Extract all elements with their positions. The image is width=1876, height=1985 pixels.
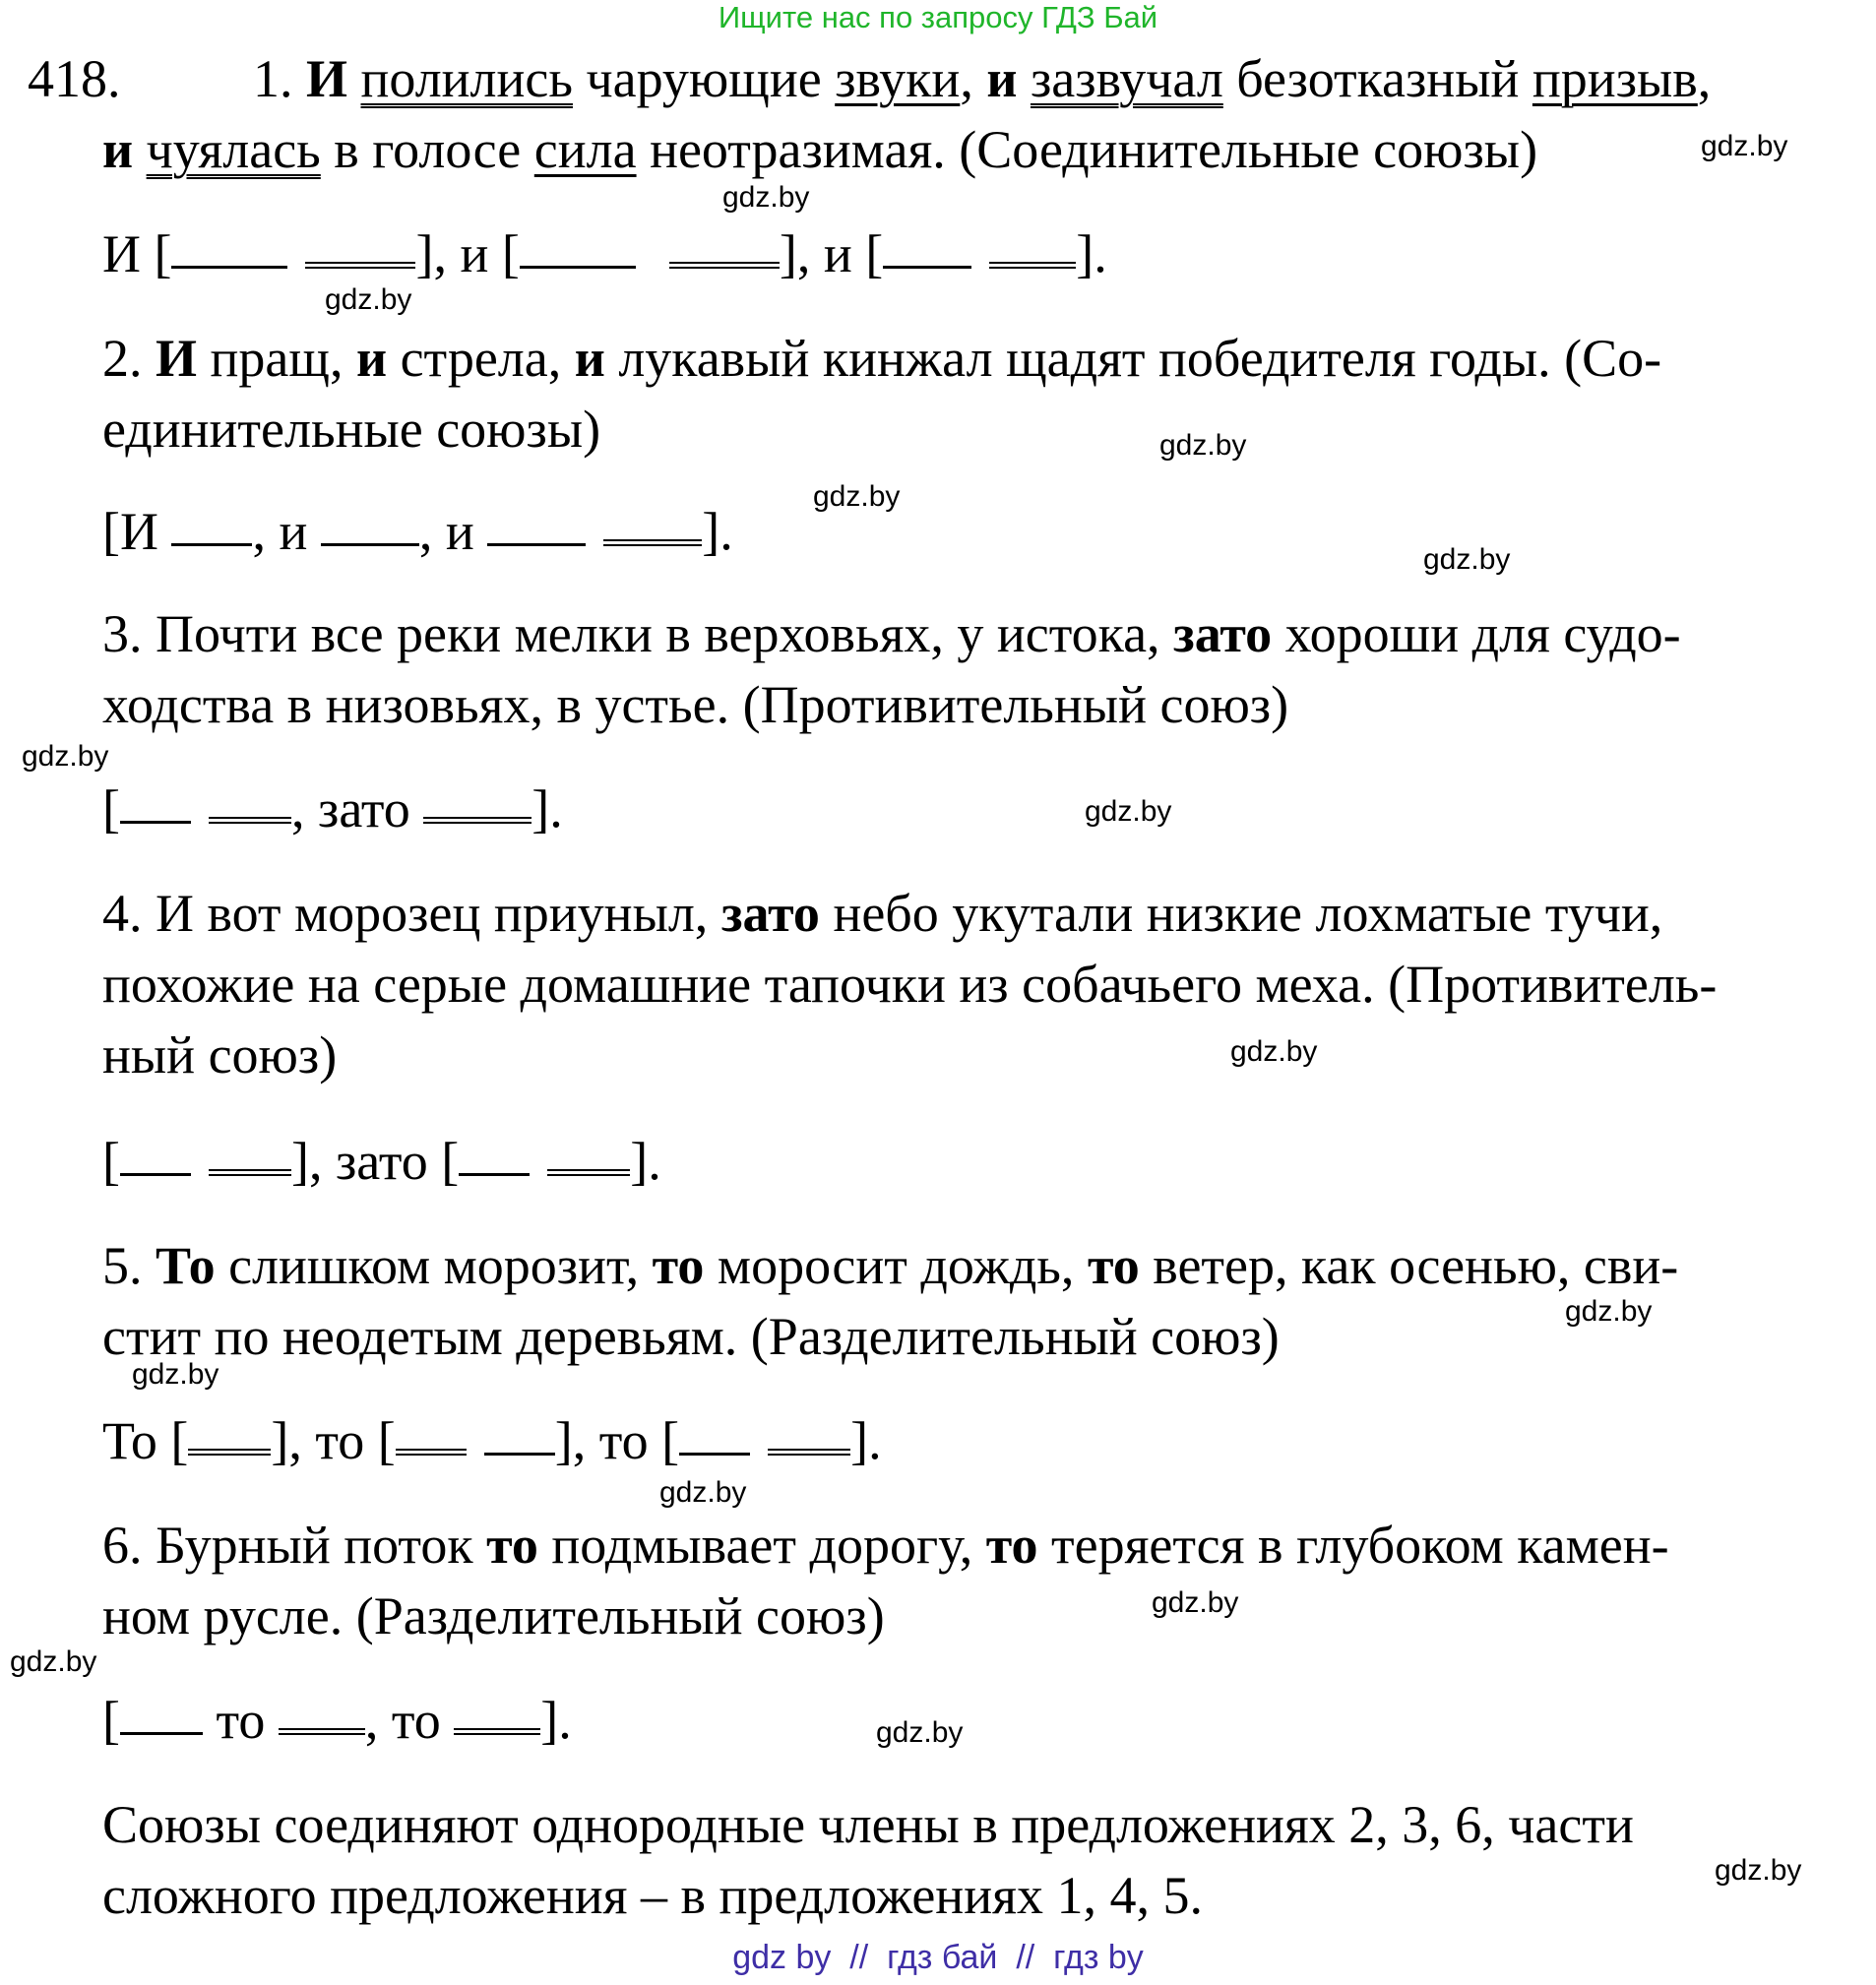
watermark: gdz.by <box>1152 1586 1239 1619</box>
watermark: gdz.by <box>10 1645 97 1678</box>
sentence-5-scheme <box>102 1409 882 1472</box>
s4-text: небо укутали низкие лохматые тучи, <box>833 884 1663 943</box>
s1-word: в голосе <box>334 120 522 179</box>
scheme-predicate-line <box>209 1163 291 1176</box>
s1-num: 1. <box>253 49 293 108</box>
watermark: gdz.by <box>325 283 412 316</box>
s5-num: 5. <box>102 1236 143 1295</box>
scheme-predicate-line <box>989 256 1076 269</box>
s6-conj-2: то <box>985 1516 1038 1575</box>
scheme-predicate-line <box>423 811 532 824</box>
s1-word: неотразимая. (Соединительные союзы) <box>650 120 1538 179</box>
watermark: gdz.by <box>22 740 109 773</box>
s5-scheme-part: ]. <box>850 1411 882 1470</box>
s1-conj-1: И <box>306 49 348 108</box>
s1-scheme-part: ], и [ <box>415 224 520 283</box>
s6-text: подмывает дорогу, <box>551 1516 973 1575</box>
watermark: gdz.by <box>1230 1035 1318 1068</box>
scheme-subject-line <box>171 537 252 546</box>
top-banner: Ищите нас по запросу ГДЗ Бай <box>718 0 1158 34</box>
s3-scheme-part: [ <box>102 779 120 838</box>
watermark: gdz.by <box>1701 130 1788 162</box>
s2-word: пращ, <box>210 329 344 388</box>
s6-conj-1: то <box>486 1516 538 1575</box>
s1-scheme-part: ], и [ <box>779 224 884 283</box>
s2-conj-3: и <box>574 329 605 388</box>
s2-scheme-part: , и <box>418 502 474 561</box>
watermark: gdz.by <box>132 1358 219 1391</box>
s3-conj: зато <box>1173 604 1273 663</box>
s1-conj-2: и <box>986 49 1018 108</box>
s5-text: моросит дождь, <box>717 1236 1075 1295</box>
scheme-subject-line <box>487 537 586 546</box>
s6-scheme-part: [ <box>102 1691 120 1750</box>
scheme-predicate-line <box>669 256 780 269</box>
s4-conj: зато <box>720 884 820 943</box>
watermark: gdz.by <box>1085 795 1172 828</box>
exercise-number: 418. <box>28 49 121 108</box>
sentence-3-scheme <box>102 777 563 840</box>
s5-text: ветер, как осенью, сви- <box>1153 1236 1679 1295</box>
s4-scheme-part: [ <box>102 1132 120 1191</box>
sentence-6-line-2: ном русле. (Разделительный союз) <box>102 1586 885 1645</box>
s4-scheme-part: ], зато [ <box>290 1132 460 1191</box>
s1-predicate-1: полились <box>360 49 573 108</box>
s1-conj-3: и <box>102 120 134 179</box>
s1-scheme-part: ]. <box>1076 224 1107 283</box>
s2-word: лукавый кинжал щадят победителя годы. (Со- <box>618 329 1662 388</box>
conclusion-line-2: сложного предложения – в предложениях 1, 4, 5. <box>102 1866 1203 1925</box>
s5-text: слишком морозит, <box>228 1236 640 1295</box>
scheme-predicate-line <box>279 1722 365 1735</box>
s4-scheme-part: ]. <box>630 1132 661 1191</box>
watermark: gdz.by <box>1565 1295 1653 1328</box>
s2-conj-1: И <box>156 329 198 388</box>
watermark: gdz.by <box>1159 429 1247 462</box>
scheme-predicate-line <box>396 1443 467 1456</box>
sentence-2-line-1 <box>102 327 1661 390</box>
scheme-predicate-line <box>209 811 291 824</box>
sentence-3-line-2: ходства в низовьях, в устье. (Противительный союз) <box>102 675 1289 734</box>
sentence-4-line-1 <box>102 882 1662 945</box>
s2-scheme-part: ]. <box>702 502 733 561</box>
s5-scheme-part: ], то [ <box>554 1411 680 1470</box>
scheme-predicate-line <box>305 256 415 269</box>
s1-subject-1: звуки <box>835 49 961 108</box>
footer-links: gdz by // гдз бай // гдз by <box>732 1939 1144 1976</box>
s6-text: 6. Бурный поток <box>102 1516 473 1575</box>
s2-word: стрела, <box>400 329 562 388</box>
scheme-subject-line <box>321 537 419 546</box>
sentence-4-line-3: ный союз) <box>102 1025 338 1085</box>
scheme-predicate-line <box>454 1722 540 1735</box>
watermark: gdz.by <box>1423 543 1511 576</box>
sentence-5-line-2: стит по неодетым деревьям. (Разделительный союз) <box>102 1307 1280 1366</box>
s5-scheme-part: ], то [ <box>271 1411 396 1470</box>
s1-subject-3: сила <box>533 120 637 179</box>
s3-scheme-part: ]. <box>532 779 563 838</box>
watermark: gdz.by <box>722 181 810 214</box>
scheme-predicate-line <box>768 1443 850 1456</box>
s5-scheme-part: То [ <box>102 1411 189 1470</box>
s1-predicate-2: зазвучал <box>1030 49 1223 108</box>
scheme-subject-line <box>459 1167 530 1176</box>
sentence-4-scheme <box>102 1130 661 1193</box>
sentence-4-line-2: похожие на серые домашние тапочки из собачьего меха. (Противитель- <box>102 955 1718 1014</box>
s5-conj-2: то <box>652 1236 705 1295</box>
sentence-1-line-1 <box>253 47 1711 110</box>
s1-scheme-part: И [ <box>102 224 172 283</box>
s1-word: чарующие <box>586 49 822 108</box>
scheme-subject-line <box>520 260 636 269</box>
watermark: gdz.by <box>876 1716 964 1749</box>
s2-conj-2: и <box>355 329 388 388</box>
scheme-predicate-line <box>547 1163 630 1176</box>
scheme-predicate-line <box>603 533 702 546</box>
s1-subject-2: призыв <box>1532 49 1698 108</box>
scheme-subject-line <box>120 1167 191 1176</box>
scheme-subject-line <box>171 260 287 269</box>
scheme-predicate-line <box>188 1443 271 1456</box>
s1-predicate-3: чуялась <box>146 120 321 179</box>
s2-scheme-part: , и <box>252 502 308 561</box>
s6-scheme-part: , то <box>364 1691 441 1750</box>
s5-conj-1: То <box>156 1236 216 1295</box>
s6-text: теряется в глубоком камен- <box>1051 1516 1669 1575</box>
scheme-subject-line <box>679 1447 750 1456</box>
sentence-1-scheme <box>102 222 1107 285</box>
watermark: gdz.by <box>1715 1854 1802 1887</box>
sentence-6-line-1 <box>102 1514 1669 1577</box>
sentence-2-line-2: единительные союзы) <box>102 400 601 459</box>
conclusion-line-1: Союзы соединяют однородные члены в предложениях 2, 3, 6, части <box>102 1795 1634 1854</box>
s1-comma: , <box>960 49 973 108</box>
sentence-3-line-1 <box>102 602 1681 665</box>
watermark: gdz.by <box>813 480 901 513</box>
scheme-subject-line <box>484 1447 555 1456</box>
scheme-subject-line <box>120 815 191 824</box>
s6-scheme-part: ]. <box>540 1691 572 1750</box>
s1-comma: , <box>1697 49 1712 108</box>
scheme-subject-line <box>883 260 971 269</box>
s5-conj-3: то <box>1087 1236 1140 1295</box>
s3-text: 3. Почти все реки мелки в верховьях, у истока, <box>102 604 1160 663</box>
s4-text: 4. И вот морозец приуныл, <box>102 884 709 943</box>
sentence-6-scheme <box>102 1689 572 1752</box>
s3-text: хороши для судо- <box>1284 604 1681 663</box>
s1-word: безотказный <box>1236 49 1520 108</box>
sentence-2-scheme <box>102 500 733 563</box>
scheme-subject-line <box>120 1726 203 1735</box>
sentence-1-line-2 <box>102 118 1537 181</box>
s2-scheme-part: [И <box>102 502 158 561</box>
sentence-5-line-1 <box>102 1234 1678 1297</box>
s6-scheme-part: то <box>216 1691 266 1750</box>
watermark: gdz.by <box>659 1476 747 1509</box>
s3-scheme-part: , зато <box>290 779 410 838</box>
s2-num: 2. <box>102 329 143 388</box>
